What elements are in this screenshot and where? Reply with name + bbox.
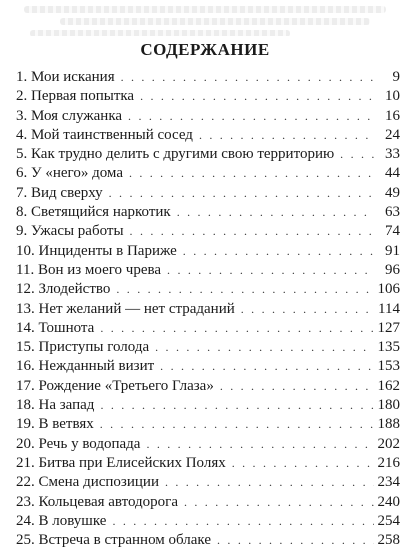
toc-entry-title: 6. У «него» дома [16, 165, 123, 182]
dot-leader [128, 107, 374, 126]
toc-entry-page-number: 240 [377, 493, 400, 510]
toc-entry [16, 145, 400, 164]
dot-leader [177, 203, 374, 222]
toc-entry-title: 22. Смена диспозиции [16, 474, 159, 491]
toc-entry [16, 242, 400, 261]
bleed-through-line [24, 6, 386, 13]
toc-entry-title: 17. Рождение «Третьего Глаза» [16, 377, 214, 394]
toc-entry [16, 280, 400, 299]
toc-entry-title: 4. Мой таинственный сосед [16, 126, 193, 143]
toc-entry [16, 377, 400, 396]
toc-entry-title: 20. Речь у водопада [16, 435, 141, 452]
dot-leader [109, 184, 374, 203]
dot-leader [112, 512, 373, 531]
toc-entry-page-number: 258 [377, 532, 400, 549]
dot-leader [146, 435, 373, 454]
toc-entry-page-number: 135 [377, 339, 400, 356]
toc-entry-page-number: 63 [385, 204, 400, 221]
toc-entry [16, 319, 400, 338]
toc-entry-title: 3. Моя служанка [16, 107, 123, 124]
toc-entry-page-number: 106 [377, 281, 400, 298]
toc-entry-title: 14. Тошнота [16, 319, 95, 336]
toc-entry-page-number: 96 [385, 261, 400, 278]
toc-entry-page-number: 9 [392, 69, 400, 85]
toc-entry [16, 203, 400, 222]
toc-entry-title: 25. Встреча в странном облаке [16, 532, 212, 549]
dot-leader [129, 164, 374, 183]
toc-entry [16, 261, 400, 280]
toc-entry-page-number: 91 [385, 242, 400, 259]
toc-entry-page-number: 202 [377, 435, 400, 452]
toc-entry-title: 21. Битва при Елисейских Полях [16, 454, 226, 471]
toc-entry-page-number: 16 [385, 107, 400, 124]
toc-entry-title: 9. Ужасы работы [16, 223, 124, 240]
toc-entry-title: 23. Кольцевая автодорога [16, 493, 178, 510]
dot-leader [116, 280, 373, 299]
toc-entry-page-number: 24 [385, 126, 400, 143]
toc-entry-title: 5. Как трудно делить с другими свою территорию [16, 146, 335, 163]
toc-entry-page-number: 33 [385, 146, 400, 163]
bleed-through-text [0, 0, 410, 36]
toc-entry-page-number: 180 [377, 397, 400, 414]
toc-entry [16, 222, 400, 241]
toc-entry-page-number: 162 [377, 377, 400, 394]
dot-leader [232, 454, 374, 473]
dot-leader [160, 357, 373, 376]
dot-leader [184, 493, 374, 512]
toc-entry [16, 107, 400, 126]
dot-leader [241, 300, 374, 319]
dot-leader [199, 126, 374, 145]
toc-entry [16, 68, 400, 87]
toc-entry-title: 15. Приступы голода [16, 339, 150, 356]
toc-entry [16, 126, 400, 145]
bleed-through-line [30, 30, 290, 36]
toc-entry-title: 12. Злодейство [16, 281, 111, 298]
dot-leader [121, 68, 374, 87]
dot-leader [167, 261, 374, 280]
toc-entry [16, 415, 400, 434]
page-title: СОДЕРЖАНИЕ [140, 40, 270, 59]
toc-entry [16, 338, 400, 357]
toc-entry-page-number: 153 [377, 358, 400, 375]
table-of-contents [16, 68, 400, 550]
toc-entry [16, 357, 400, 376]
dot-leader [155, 338, 373, 357]
toc-entry-page-number: 114 [378, 300, 400, 317]
toc-entry-title: 1. Мои искания [16, 69, 115, 85]
toc-entry-title: 16. Нежданный визит [16, 358, 155, 375]
dot-leader [100, 319, 373, 338]
toc-entry-title: 24. В ловушке [16, 512, 107, 529]
dot-leader [220, 377, 374, 396]
toc-entry [16, 512, 400, 531]
toc-entry-title: 13. Нет желаний — нет страданий [16, 300, 235, 317]
dot-leader [130, 222, 374, 241]
toc-entry-page-number: 216 [377, 454, 400, 471]
bleed-through-line [60, 18, 370, 25]
toc-entry [16, 493, 400, 512]
toc-entry [16, 435, 400, 454]
dot-leader [140, 87, 374, 106]
toc-entry-title: 2. Первая попытка [16, 88, 135, 105]
toc-entry-title: 8. Светящийся наркотик [16, 204, 171, 221]
toc-entry-page-number: 234 [377, 474, 400, 491]
toc-entry-page-number: 44 [385, 165, 400, 182]
toc-entry-page-number: 188 [377, 416, 400, 433]
dot-leader [340, 145, 374, 164]
dot-leader [100, 415, 374, 434]
dot-leader [100, 396, 373, 415]
toc-entry [16, 87, 400, 106]
dot-leader [165, 473, 374, 492]
toc-entry [16, 184, 400, 203]
toc-entry-page-number: 254 [377, 512, 400, 529]
toc-entry [16, 473, 400, 492]
toc-entry-title: 18. На запад [16, 397, 95, 414]
dot-leader [183, 242, 374, 261]
toc-entry-page-number: 49 [385, 184, 400, 201]
toc-entry [16, 164, 400, 183]
toc-entry [16, 300, 400, 319]
toc-entry [16, 396, 400, 415]
toc-entry-page-number: 74 [385, 223, 400, 240]
toc-entry-title: 7. Вид сверху [16, 184, 103, 201]
toc-entry-page-number: 10 [385, 88, 400, 105]
toc-entry-title: 10. Инциденты в Париже [16, 242, 177, 259]
toc-entry [16, 454, 400, 473]
toc-entry-title: 11. Вон из моего чрева [16, 261, 162, 278]
toc-entry-title: 19. В ветвях [16, 416, 94, 433]
toc-entry-page-number: 127 [377, 319, 400, 336]
